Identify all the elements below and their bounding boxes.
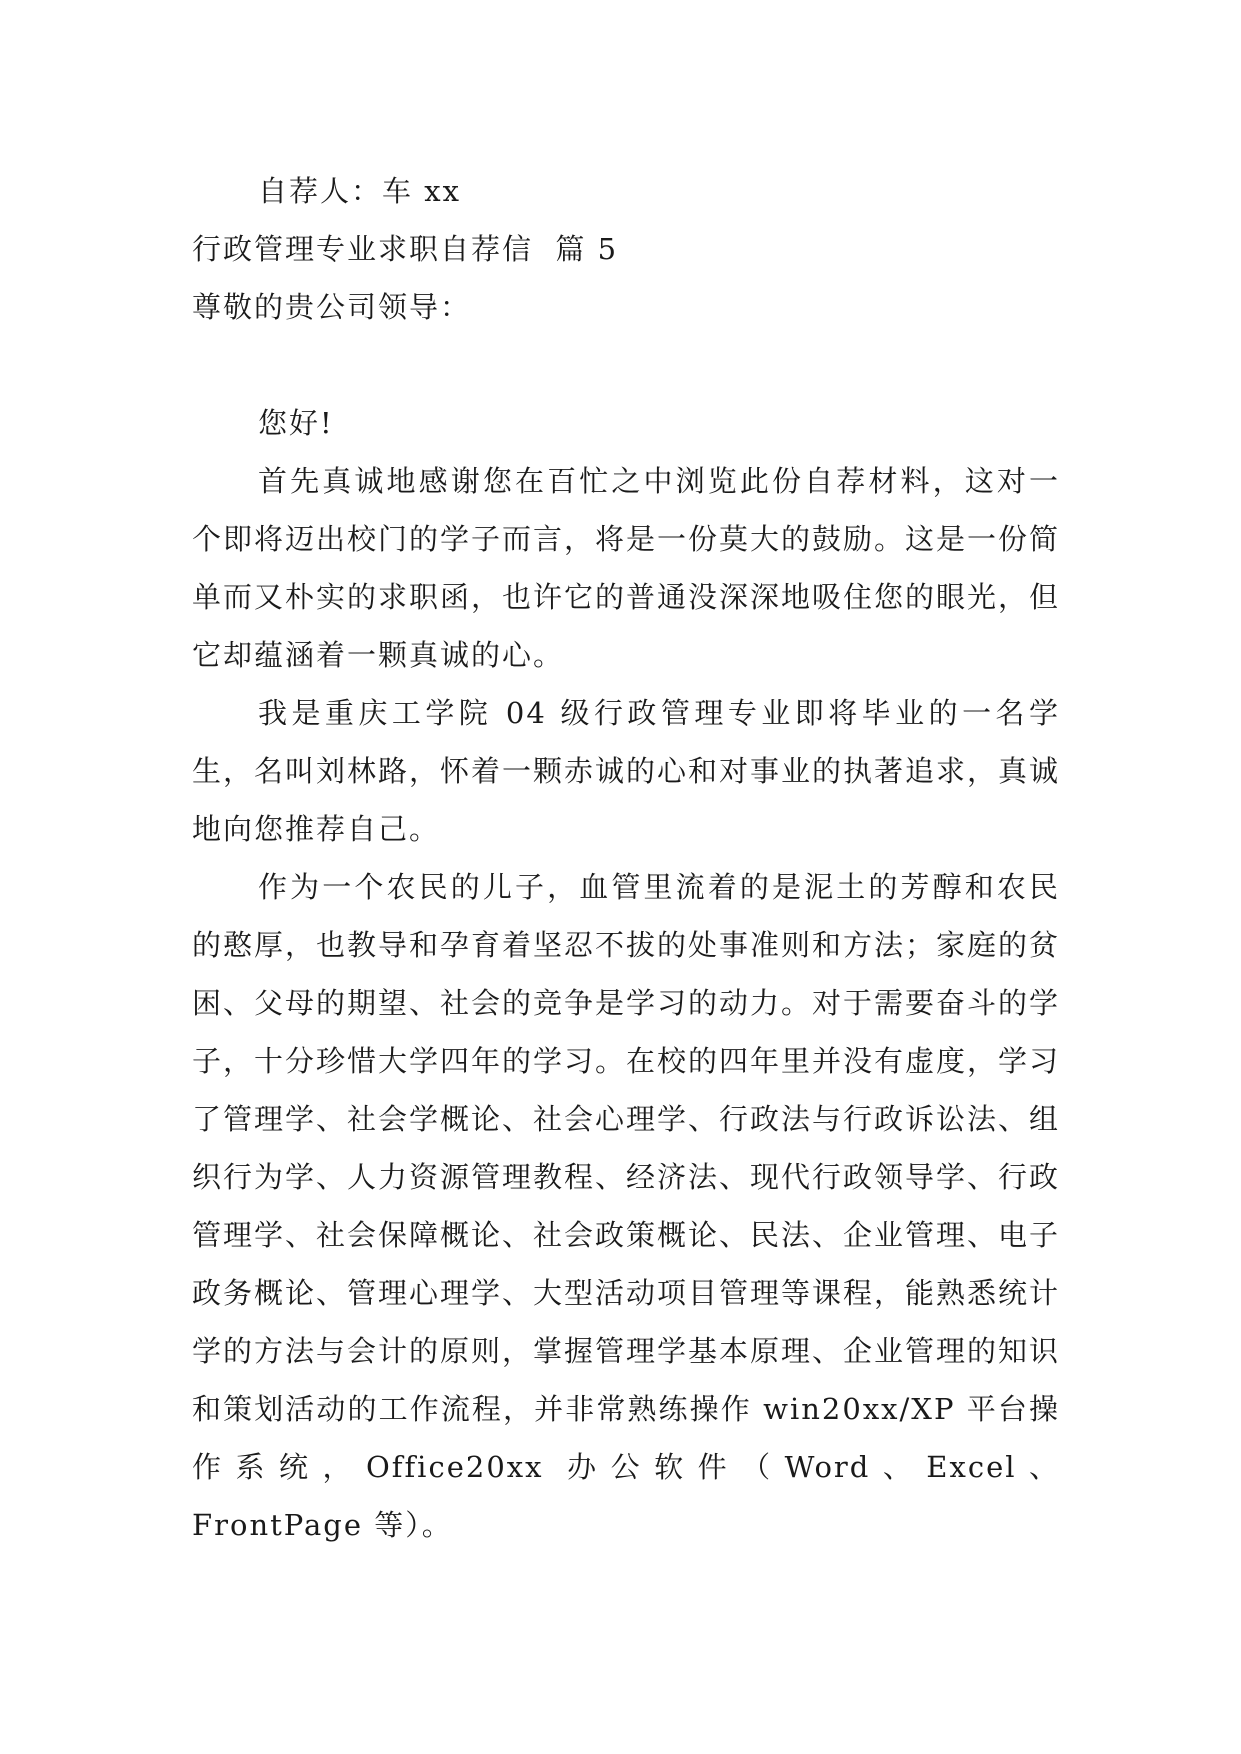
salutation: 尊敬的贵公司领导： — [192, 290, 472, 324]
blank-line — [192, 336, 1060, 394]
paragraph-thanks: 首先真诚地感谢您在百忙之中浏览此份自荐材料，这对一个即将迈出校门的学子而言，将是一份莫大的鼓励。这是一份简单而又朴实的求职函，也许它的普通没深深地吸住您的眼光，但它却蕴涵着一颗真诚的心。 — [192, 464, 1061, 672]
greeting: 您好! — [258, 406, 334, 440]
letter-title: 行政管理专业求职自荐信 篇 5 — [192, 232, 619, 266]
letter-body — [192, 162, 1060, 1554]
paragraph-introduction: 我是重庆工学院 04 级行政管理专业即将毕业的一名学生，名叫刘林路，怀着一颗赤诚的心和对事业的执著追求，真诚地向您推荐自己。 — [192, 696, 1061, 846]
paragraph-background: 作为一个农民的儿子，血管里流着的是泥土的芳醇和农民的憨厚，也教导和孕育着坚忍不拔的处事准则和方法；家庭的贫困、父母的期望、社会的竞争是学习的动力。对于需要奋斗的学子，十分珍惜大学四年的学习。在校的四年里并没有虚度，学习了管理学、社会学概论、社会心理学、行政法与行政诉讼法、组织行为学、人力资源管理教程、经济法、现代行政领导学、行政管理学、社会保障概论、社会政策概论、民法、企业管理、电子政务概论、管理心理学、大型活动项目管理等课程，能熟悉统计学的方法与会计的原则，掌握管理学基本原理、企业管理的知识和策划活动的工作流程，并非常熟练操作 win20xx/XP 平台操作系统，Office20xx 办公软件（Word、Excel、FrontPage 等）。 — [192, 870, 1061, 1542]
signature: 自荐人：车 xx — [258, 174, 461, 208]
